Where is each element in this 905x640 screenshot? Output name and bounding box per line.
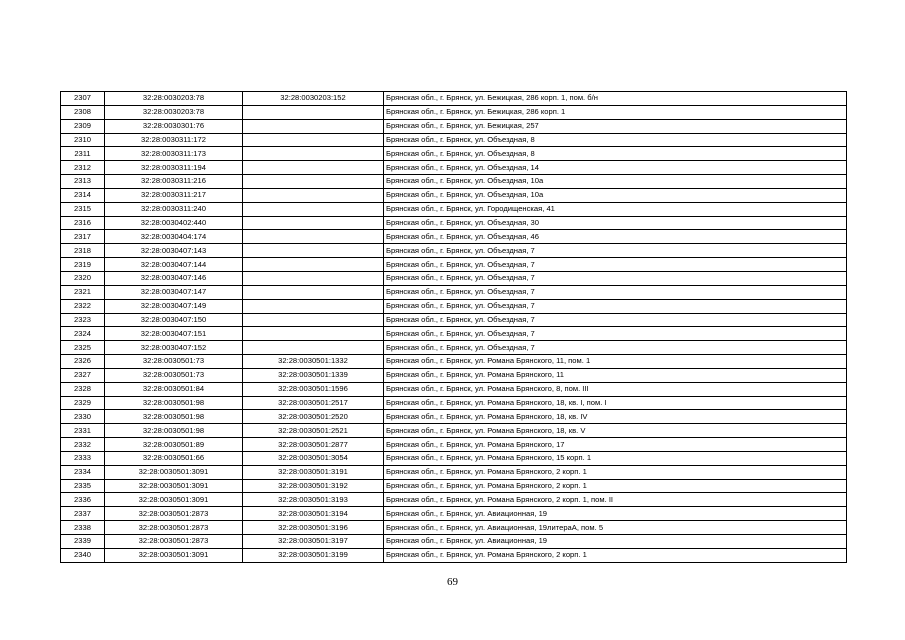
land-cadastral-number-cell: 32:28:0030407:152 bbox=[105, 341, 243, 355]
row-number-cell: 2330 bbox=[61, 410, 105, 424]
address-cell: Брянская обл., г. Брянск, ул. Городищенская, 41 bbox=[384, 202, 847, 216]
address-cell: Брянская обл., г. Брянск, ул. Романа Брянского, 8, пом. III bbox=[384, 382, 847, 396]
table-row bbox=[61, 341, 847, 355]
object-cadastral-number-cell bbox=[243, 161, 384, 175]
address-cell: Брянская обл., г. Брянск, ул. Романа Брянского, 2 корп. 1 bbox=[384, 479, 847, 493]
address-cell: Брянская обл., г. Брянск, ул. Романа Брянского, 2 корп. 1 bbox=[384, 465, 847, 479]
address-cell: Брянская обл., г. Брянск, ул. Романа Брянского, 2 корп. 1, пом. II bbox=[384, 493, 847, 507]
object-cadastral-number-cell: 32:28:0030501:1596 bbox=[243, 382, 384, 396]
object-cadastral-number-cell: 32:28:0030501:2520 bbox=[243, 410, 384, 424]
row-number-cell: 2329 bbox=[61, 396, 105, 410]
object-cadastral-number-cell: 32:28:0030501:2877 bbox=[243, 438, 384, 452]
address-cell: Брянская обл., г. Брянск, ул. Объездная, 8 bbox=[384, 133, 847, 147]
table-row bbox=[61, 535, 847, 549]
land-cadastral-number-cell: 32:28:0030311:217 bbox=[105, 188, 243, 202]
table-row bbox=[61, 548, 847, 562]
table-row bbox=[61, 285, 847, 299]
address-cell: Брянская обл., г. Брянск, ул. Объездная, 7 bbox=[384, 271, 847, 285]
row-number-cell: 2338 bbox=[61, 521, 105, 535]
row-number-cell: 2337 bbox=[61, 507, 105, 521]
address-cell: Брянская обл., г. Брянск, ул. Романа Брянского, 17 bbox=[384, 438, 847, 452]
address-cell: Брянская обл., г. Брянск, ул. Авиационная, 19 bbox=[384, 507, 847, 521]
land-cadastral-number-cell: 32:28:0030501:98 bbox=[105, 410, 243, 424]
row-number-cell: 2334 bbox=[61, 465, 105, 479]
land-cadastral-number-cell: 32:28:0030501:2873 bbox=[105, 507, 243, 521]
land-cadastral-number-cell: 32:28:0030311:216 bbox=[105, 175, 243, 189]
object-cadastral-number-cell bbox=[243, 244, 384, 258]
row-number-cell: 2308 bbox=[61, 105, 105, 119]
address-cell: Брянская обл., г. Брянск, ул. Романа Брянского, 15 корп. 1 bbox=[384, 451, 847, 465]
address-cell: Брянская обл., г. Брянск, ул. Объездная, 8 bbox=[384, 147, 847, 161]
land-cadastral-number-cell: 32:28:0030407:147 bbox=[105, 285, 243, 299]
land-cadastral-number-cell: 32:28:0030501:2873 bbox=[105, 535, 243, 549]
table-row bbox=[61, 202, 847, 216]
page-number: 69 bbox=[447, 576, 458, 588]
row-number-cell: 2322 bbox=[61, 299, 105, 313]
table-row bbox=[61, 465, 847, 479]
row-number-cell: 2310 bbox=[61, 133, 105, 147]
address-cell: Брянская обл., г. Брянск, ул. Объездная, 14 bbox=[384, 161, 847, 175]
table-row bbox=[61, 479, 847, 493]
address-cell: Брянская обл., г. Брянск, ул. Романа Брянского, 18, кв. I, пом. I bbox=[384, 396, 847, 410]
object-cadastral-number-cell bbox=[243, 313, 384, 327]
land-cadastral-number-cell: 32:28:0030203:78 bbox=[105, 92, 243, 106]
row-number-cell: 2324 bbox=[61, 327, 105, 341]
address-cell: Брянская обл., г. Брянск, ул. Романа Брянского, 11, пом. 1 bbox=[384, 355, 847, 369]
land-cadastral-number-cell: 32:28:0030501:73 bbox=[105, 355, 243, 369]
land-cadastral-number-cell: 32:28:0030407:149 bbox=[105, 299, 243, 313]
table-row bbox=[61, 438, 847, 452]
table-row bbox=[61, 382, 847, 396]
object-cadastral-number-cell: 32:28:0030501:3197 bbox=[243, 535, 384, 549]
row-number-cell: 2315 bbox=[61, 202, 105, 216]
object-cadastral-number-cell: 32:28:0030501:3191 bbox=[243, 465, 384, 479]
table-row bbox=[61, 493, 847, 507]
table-row bbox=[61, 355, 847, 369]
table-row bbox=[61, 271, 847, 285]
object-cadastral-number-cell bbox=[243, 175, 384, 189]
address-cell: Брянская обл., г. Брянск, ул. Романа Брянского, 11 bbox=[384, 368, 847, 382]
land-cadastral-number-cell: 32:28:0030407:144 bbox=[105, 258, 243, 272]
address-cell: Брянская обл., г. Брянск, ул. Объездная, 10а bbox=[384, 175, 847, 189]
table-row bbox=[61, 244, 847, 258]
address-cell: Брянская обл., г. Брянск, ул. Объездная, 30 bbox=[384, 216, 847, 230]
table-row bbox=[61, 92, 847, 106]
row-number-cell: 2340 bbox=[61, 548, 105, 562]
object-cadastral-number-cell bbox=[243, 327, 384, 341]
land-cadastral-number-cell: 32:28:0030407:143 bbox=[105, 244, 243, 258]
row-number-cell: 2307 bbox=[61, 92, 105, 106]
object-cadastral-number-cell bbox=[243, 147, 384, 161]
row-number-cell: 2314 bbox=[61, 188, 105, 202]
table-row bbox=[61, 396, 847, 410]
table-row bbox=[61, 299, 847, 313]
object-cadastral-number-cell bbox=[243, 341, 384, 355]
object-cadastral-number-cell: 32:28:0030501:2521 bbox=[243, 424, 384, 438]
address-cell: Брянская обл., г. Брянск, ул. Объездная, 7 bbox=[384, 313, 847, 327]
registry-table-body bbox=[61, 92, 847, 563]
table-row bbox=[61, 175, 847, 189]
land-cadastral-number-cell: 32:28:0030501:84 bbox=[105, 382, 243, 396]
address-cell: Брянская обл., г. Брянск, ул. Авиационная, 19литераА, пом. 5 bbox=[384, 521, 847, 535]
table-row bbox=[61, 521, 847, 535]
object-cadastral-number-cell bbox=[243, 105, 384, 119]
object-cadastral-number-cell bbox=[243, 271, 384, 285]
object-cadastral-number-cell bbox=[243, 119, 384, 133]
object-cadastral-number-cell: 32:28:0030501:3199 bbox=[243, 548, 384, 562]
land-cadastral-number-cell: 32:28:0030501:73 bbox=[105, 368, 243, 382]
table-row bbox=[61, 327, 847, 341]
row-number-cell: 2332 bbox=[61, 438, 105, 452]
land-cadastral-number-cell: 32:28:0030501:3091 bbox=[105, 548, 243, 562]
object-cadastral-number-cell bbox=[243, 188, 384, 202]
land-cadastral-number-cell: 32:28:0030501:98 bbox=[105, 396, 243, 410]
table-row bbox=[61, 424, 847, 438]
table-row bbox=[61, 147, 847, 161]
land-cadastral-number-cell: 32:28:0030311:194 bbox=[105, 161, 243, 175]
address-cell: Брянская обл., г. Брянск, ул. Бежицкая, 286 корп. 1 bbox=[384, 105, 847, 119]
address-cell: Брянская обл., г. Брянск, ул. Объездная, 7 bbox=[384, 341, 847, 355]
address-cell: Брянская обл., г. Брянск, ул. Объездная, 10а bbox=[384, 188, 847, 202]
table-row bbox=[61, 105, 847, 119]
row-number-cell: 2326 bbox=[61, 355, 105, 369]
address-cell: Брянская обл., г. Брянск, ул. Бежицкая, 257 bbox=[384, 119, 847, 133]
row-number-cell: 2309 bbox=[61, 119, 105, 133]
address-cell: Брянская обл., г. Брянск, ул. Объездная, 7 bbox=[384, 327, 847, 341]
row-number-cell: 2320 bbox=[61, 271, 105, 285]
row-number-cell: 2328 bbox=[61, 382, 105, 396]
table-row bbox=[61, 216, 847, 230]
object-cadastral-number-cell: 32:28:0030501:3193 bbox=[243, 493, 384, 507]
row-number-cell: 2333 bbox=[61, 451, 105, 465]
land-cadastral-number-cell: 32:28:0030407:146 bbox=[105, 271, 243, 285]
object-cadastral-number-cell: 32:28:0030501:1332 bbox=[243, 355, 384, 369]
row-number-cell: 2317 bbox=[61, 230, 105, 244]
row-number-cell: 2327 bbox=[61, 368, 105, 382]
table-row bbox=[61, 410, 847, 424]
row-number-cell: 2311 bbox=[61, 147, 105, 161]
row-number-cell: 2319 bbox=[61, 258, 105, 272]
address-cell: Брянская обл., г. Брянск, ул. Бежицкая, 286 корп. 1, пом. б/н bbox=[384, 92, 847, 106]
table-row bbox=[61, 507, 847, 521]
row-number-cell: 2313 bbox=[61, 175, 105, 189]
land-cadastral-number-cell: 32:28:0030404:174 bbox=[105, 230, 243, 244]
object-cadastral-number-cell: 32:28:0030501:3192 bbox=[243, 479, 384, 493]
land-cadastral-number-cell: 32:28:0030402:440 bbox=[105, 216, 243, 230]
object-cadastral-number-cell: 32:28:0030501:3194 bbox=[243, 507, 384, 521]
object-cadastral-number-cell: 32:28:0030501:3196 bbox=[243, 521, 384, 535]
table-row bbox=[61, 368, 847, 382]
table-row bbox=[61, 133, 847, 147]
address-cell: Брянская обл., г. Брянск, ул. Авиационная, 19 bbox=[384, 535, 847, 549]
land-cadastral-number-cell: 32:28:0030501:98 bbox=[105, 424, 243, 438]
object-cadastral-number-cell bbox=[243, 202, 384, 216]
registry-table bbox=[60, 91, 847, 563]
address-cell: Брянская обл., г. Брянск, ул. Объездная, 7 bbox=[384, 285, 847, 299]
address-cell: Брянская обл., г. Брянск, ул. Романа Брянского, 18, кв. IV bbox=[384, 410, 847, 424]
land-cadastral-number-cell: 32:28:0030311:172 bbox=[105, 133, 243, 147]
row-number-cell: 2316 bbox=[61, 216, 105, 230]
address-cell: Брянская обл., г. Брянск, ул. Объездная, 46 bbox=[384, 230, 847, 244]
object-cadastral-number-cell: 32:28:0030501:3054 bbox=[243, 451, 384, 465]
land-cadastral-number-cell: 32:28:0030501:3091 bbox=[105, 493, 243, 507]
table-row bbox=[61, 188, 847, 202]
object-cadastral-number-cell bbox=[243, 230, 384, 244]
land-cadastral-number-cell: 32:28:0030407:151 bbox=[105, 327, 243, 341]
row-number-cell: 2339 bbox=[61, 535, 105, 549]
row-number-cell: 2312 bbox=[61, 161, 105, 175]
object-cadastral-number-cell: 32:28:0030501:1339 bbox=[243, 368, 384, 382]
table-row bbox=[61, 313, 847, 327]
land-cadastral-number-cell: 32:28:0030501:3091 bbox=[105, 465, 243, 479]
row-number-cell: 2323 bbox=[61, 313, 105, 327]
land-cadastral-number-cell: 32:28:0030501:66 bbox=[105, 451, 243, 465]
row-number-cell: 2336 bbox=[61, 493, 105, 507]
row-number-cell: 2331 bbox=[61, 424, 105, 438]
land-cadastral-number-cell: 32:28:0030407:150 bbox=[105, 313, 243, 327]
object-cadastral-number-cell bbox=[243, 285, 384, 299]
object-cadastral-number-cell: 32:28:0030203:152 bbox=[243, 92, 384, 106]
land-cadastral-number-cell: 32:28:0030501:3091 bbox=[105, 479, 243, 493]
object-cadastral-number-cell bbox=[243, 133, 384, 147]
object-cadastral-number-cell bbox=[243, 216, 384, 230]
object-cadastral-number-cell bbox=[243, 258, 384, 272]
land-cadastral-number-cell: 32:28:0030311:173 bbox=[105, 147, 243, 161]
address-cell: Брянская обл., г. Брянск, ул. Романа Брянского, 2 корп. 1 bbox=[384, 548, 847, 562]
table-row bbox=[61, 258, 847, 272]
row-number-cell: 2318 bbox=[61, 244, 105, 258]
land-cadastral-number-cell: 32:28:0030203:78 bbox=[105, 105, 243, 119]
table-row bbox=[61, 230, 847, 244]
address-cell: Брянская обл., г. Брянск, ул. Романа Брянского, 18, кв. V bbox=[384, 424, 847, 438]
row-number-cell: 2325 bbox=[61, 341, 105, 355]
row-number-cell: 2335 bbox=[61, 479, 105, 493]
address-cell: Брянская обл., г. Брянск, ул. Объездная, 7 bbox=[384, 244, 847, 258]
land-cadastral-number-cell: 32:28:0030301:76 bbox=[105, 119, 243, 133]
object-cadastral-number-cell: 32:28:0030501:2517 bbox=[243, 396, 384, 410]
land-cadastral-number-cell: 32:28:0030311:240 bbox=[105, 202, 243, 216]
table-row bbox=[61, 161, 847, 175]
land-cadastral-number-cell: 32:28:0030501:2873 bbox=[105, 521, 243, 535]
table-row bbox=[61, 119, 847, 133]
row-number-cell: 2321 bbox=[61, 285, 105, 299]
object-cadastral-number-cell bbox=[243, 299, 384, 313]
land-cadastral-number-cell: 32:28:0030501:89 bbox=[105, 438, 243, 452]
address-cell: Брянская обл., г. Брянск, ул. Объездная, 7 bbox=[384, 299, 847, 313]
address-cell: Брянская обл., г. Брянск, ул. Объездная, 7 bbox=[384, 258, 847, 272]
table-row bbox=[61, 451, 847, 465]
